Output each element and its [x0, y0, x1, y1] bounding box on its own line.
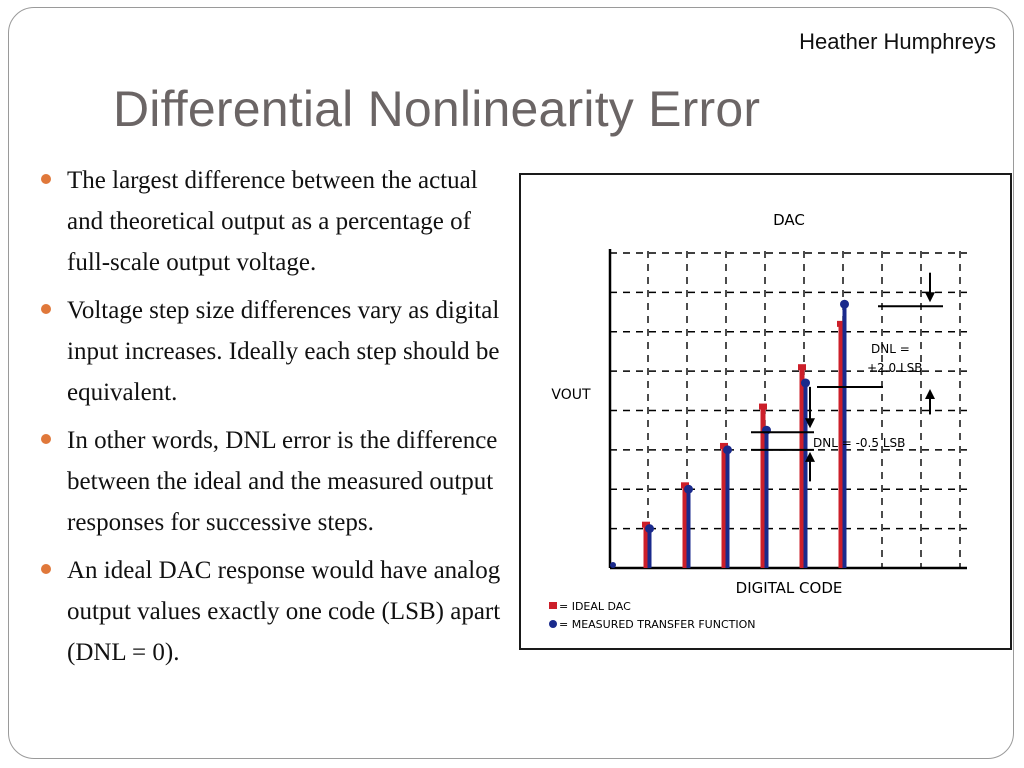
- author-name: Heather Humphreys: [799, 29, 996, 54]
- measured-bar: [804, 383, 808, 568]
- legend-measured-swatch: [549, 620, 557, 628]
- measured-marker: [762, 426, 771, 435]
- measured-bar: [687, 489, 691, 568]
- x-axis-label: DIGITAL CODE: [735, 579, 843, 597]
- bullet-item: [40, 420, 518, 543]
- chart-title: DAC: [773, 211, 805, 229]
- page-title: Differential Nonlinearity Error: [113, 81, 761, 137]
- bullet-dot-icon: [41, 434, 51, 444]
- measured-bar: [648, 529, 652, 568]
- y-axis-label: VOUT: [551, 387, 591, 403]
- ideal-marker: [759, 404, 767, 410]
- legend-ideal-label: = IDEAL DAC: [559, 600, 631, 613]
- bullet-item: [40, 550, 518, 673]
- dac-chart: [521, 175, 1010, 648]
- bullet-item: [40, 160, 518, 283]
- bullet-text: In other words, DNL error is the difference between the ideal and the measured output responses for successive steps.: [67, 427, 498, 536]
- measured-marker: [723, 445, 732, 454]
- measured-marker: [645, 524, 654, 533]
- measured-bar: [726, 450, 730, 568]
- measured-marker: [684, 485, 693, 494]
- dnl-pos-arrowhead-up: [925, 389, 935, 399]
- bullet-dot-icon: [41, 564, 51, 574]
- dnl-neg-label: DNL = -0.5 LSB: [813, 436, 906, 450]
- bullet-text: The largest difference between the actual and theoretical output as a percentage of full-scale output voltage.: [67, 167, 478, 276]
- legend-ideal-swatch: [549, 602, 557, 609]
- measured-marker: [840, 300, 849, 309]
- dnl-pos-label-line1: DNL =: [871, 342, 910, 356]
- ideal-marker: [798, 364, 806, 370]
- bullet-text: Voltage step size differences vary as digital input increases. Ideally each step should be equivalent.: [67, 297, 500, 406]
- dac-dnl-figure: [519, 173, 1012, 650]
- legend-measured-label: = MEASURED TRANSFER FUNCTION: [559, 618, 756, 631]
- dnl-pos-label-line2: +2.0 LSB: [867, 361, 923, 375]
- bullet-dot-icon: [41, 304, 51, 314]
- measured-marker: [801, 378, 810, 387]
- bullet-item: [40, 290, 518, 413]
- bullet-dot-icon: [41, 174, 51, 184]
- measured-marker: [610, 562, 616, 568]
- bullet-list: [40, 160, 518, 680]
- bullet-text: An ideal DAC response would have analog output values exactly one code (LSB) apart (DNL = 0).: [67, 557, 501, 666]
- dnl-pos-arrowhead-down: [925, 292, 935, 302]
